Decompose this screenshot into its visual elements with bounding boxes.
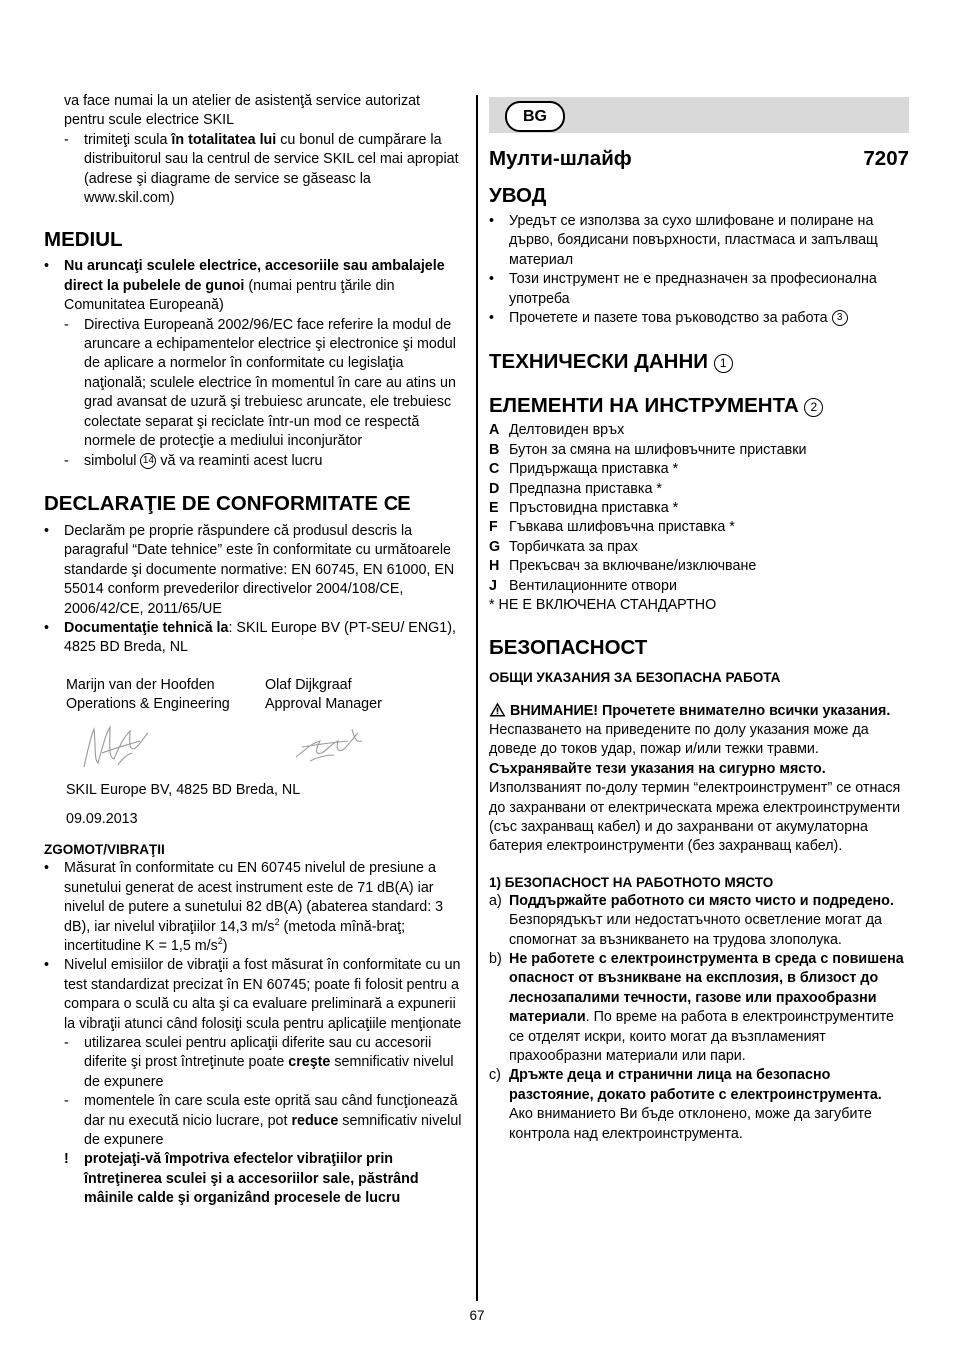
safety-item-c: c) Дръжте деца и странични лица на безопасно разстояние, докато работите с електроинструмента. Ако вниманието Ви бъде отклонено, може да загубите контрола над електроинструмента. [489,1067,882,1142]
element-item: F Гъвкава шлифовъчна приставка * [489,519,735,536]
ce-mark-icon: CE [383,492,410,515]
uvod-bullet-2: • Този инструмент не е предназначен за професионална употреба [489,271,877,307]
safety-warning-paragraph: ВНИМАНИЕ! Прочетете внимателно всички указания. Неспазването на приведените по долу указания може да доведе до токов удар, пожар и/или тежки травми. Съхранявайте тези указания на сигурно място. Използваният по-долу термин “електроинструмент” се отнася до захранвани от електрическата мрежа електроинструменти (със захранващ кабел) и до захранвани от акумулаторна батерия електроинструменти (без захранващ кабел). [489,702,901,855]
element-item: C Придържаща приставка * [489,461,679,478]
figure-2-icon: 2 [804,398,823,417]
declaratie-bullet-1: • Declarăm pe proprie răspundere că produsul descris la paragraful “Date tehnice” este în conformitate cu următoarele standarde şi documente normative: EN 60745, EN 61000, EN 55014 conform prevederilor directivelor 2004/108/CE, 2006/42/CE, 2011/65/UE [44,522,455,617]
element-item: A Делтовиден връх [489,422,625,439]
safety-item-a: a) Поддържайте работното си място чисто и подредено. Безпорядъкът или недостатъчното осветление могат да спомогнат за възникването на трудова злополука. [489,892,894,948]
signatory-2-role: Approval Manager [265,696,382,713]
column-divider [476,95,478,1301]
page-number: 67 [469,1308,485,1323]
left-column [44,92,464,1209]
continued-dash-item: - trimiteţi scula în totalitatea lui cu bonul de cumpărare la distribuitorul sau la centrul de service SKIL cel mai apropiat (adrese şi diagrame de service se găseasc la www.skil.com) [64,131,459,207]
product-code: 7207 [863,147,909,170]
mediul-bullet: • Nu aruncaţi sculele electrice, accesoriile sau ambalajele direct la pubelele de gunoi (numai pentru ţările din Comunitatea Europeană) [44,258,445,314]
right-column [489,97,909,1144]
signatory-1-role: Operations & Engineering [66,696,230,713]
signatory-1-name: Marijn van der Hoofden [66,676,215,693]
language-badge: BG [505,101,565,132]
element-item: H Прекъсвач за включване/изключване [489,558,757,575]
element-item: B Бутон за смяна на шлифовъчните приставки [489,441,807,458]
general-safety-heading: ОБЩИ УКАЗАНИЯ ЗА БЕЗОПАСНА РАБОТА [489,669,781,685]
signatures [44,715,464,779]
zgomot-dash-2: - momentele în care scula este oprită sau când funcţionează dar nu execută nicio lucrare, pot reduce semnificativ nivelul de expunere [64,1093,462,1149]
declaratie-bullet-2: • Documentaţie tehnică la: SKIL Europe BV (PT-SEU/ ENG1), 4825 BD Breda, NL [44,619,456,656]
symbol-14-icon: 14 [140,453,156,469]
uvod-heading: УВОД [489,184,547,207]
warning-triangle-icon [489,702,506,717]
tech-data-heading: ТЕХНИЧЕСКИ ДАННИ 1 [489,350,909,374]
element-item: G Торбичката за прах [489,538,638,555]
product-title [489,147,909,171]
signatory-2 [265,676,464,715]
signature-1-image [78,719,158,775]
uvod-bullet-3: • Прочетете и пазете това ръководство за работа 3 [489,309,909,328]
workplace-safety-heading: 1) БЕЗОПАСНОСТ НА РАБОТНОТО МЯСТО [489,874,774,890]
elements-heading: ЕЛЕМЕНТИ НА ИНСТРУМЕНТА 2 [489,394,909,418]
safety-heading: БЕЗОПАСНОСТ [489,635,648,659]
zgomot-heading: ZGOMOT/VIBRAŢII [44,842,165,858]
figure-3-icon: 3 [832,310,848,326]
mediul-dash-2: - simbolul 14 vă va reaminti acest lucru [64,452,323,469]
zgomot-warning: ! protejaţi-vă împotriva efectelor vibraţiilor prin întreţinerea sculei şi a accesoriilor sale, păstrând mâinile calde şi organizând procesele de lucru [64,1151,419,1207]
zgomot-bullet-1: • Măsurat în conformitate cu EN 60745 nivelul de presiune a sunetului generat de acest instrument este de 71 dB(A) iar nivelul de putere a sunetului 82 dB(A) (abaterea standard: 3 dB), iar nivelul vibraţiilor 14,3 $m/s^2$ (metoda mînă-braţ; incertitudine K = 1,5 $m/s^2$) [44,860,444,954]
elements-note: * НЕ Е ВКЛЮЧЕНА СТАНДАРТНО [489,597,717,614]
language-bar [489,97,909,133]
zgomot-bullet-2: • Nivelul emisiilor de vibraţii a fost măsurat în conformitate cu un test standardizat precizat în EN 60745; poate fi folosit pentru a compara o sculă cu alta şi ca evaluare preliminară a expunerii la vibraţii atunci când folosiţi scula pentru aplicaţiile menţionate [44,957,462,1032]
signatory-2-name: Olaf Dijkgraaf [265,676,352,693]
zgomot-dash-1: - utilizarea sculei pentru aplicaţii diferite sau cu accesorii diferite şi prost întreţinute poate creşte semnificativ nivelul de expunere [64,1035,454,1090]
declaratie-heading: DECLARAŢIE DE CONFORMITATE CE [44,491,410,515]
signatory-1 [66,676,265,715]
declaration-date: 09.09.2013 [66,810,138,827]
company-address: SKIL Europe BV, 4825 BD Breda, NL [66,781,301,798]
elements-list [489,421,909,596]
figure-1-icon: 1 [714,354,733,373]
element-item: J Вентилационните отвори [489,577,677,594]
element-item: E Пръстовидна приставка * [489,500,679,517]
uvod-bullet-1: • Уредът се използва за сухо шлифоване и полиране на дърво, боядисани повърхности, пластмаса и запълващ материал [489,213,878,268]
mediul-dash-1: - Directiva Europeană 2002/96/EC face referire la modul de aruncare a echipamentelor electrice şi electronice şi modul de aplicare a normelor în conformitate cu legislaţia naţională; sculele electrice în momentul în care au atins un grad avansat de uzură şi trebuiesc aruncate, ele trebuiesc colectate separat şi reciclate într-un mod ce respectă normele de protecţie a mediului inconjurător [64,316,456,450]
element-item: D Предпазна приставка * [489,480,662,497]
product-name: Мулти-шлайф [489,147,632,170]
continued-paragraph: va face numai la un atelier de asistenţă service autorizat pentru scule electrice SKIL [64,93,421,129]
mediul-heading: MEDIUL [44,228,123,252]
safety-item-b: b) Не работете с електроинструмента в среда с повишена опасност от възникване на експлозия, в близост до леснозапалими течности, газове или прахообразни материали. По време на работа в електроинструментите се отделят искри, които могат да възпламеният прахообразни материали или пари. [489,950,904,1064]
signatories [44,676,464,715]
signature-2-image [292,723,368,767]
